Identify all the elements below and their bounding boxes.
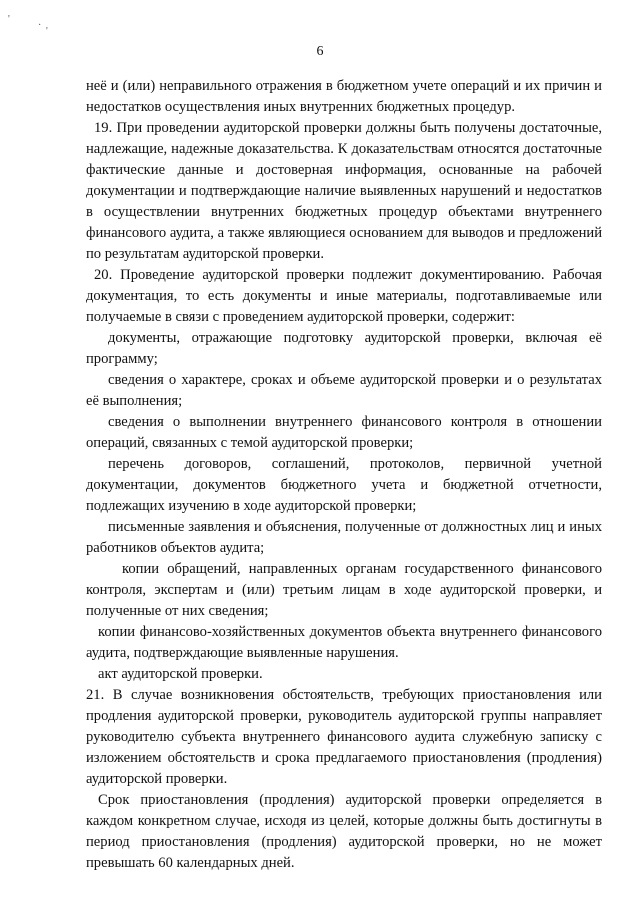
scan-mark: ' — [8, 14, 10, 25]
list-item: копии обращений, направленных органам государственного финансового контроля, экспертам и (или) третьим лицам в ходе аудиторской проверки, и полученные от них сведения; — [86, 561, 602, 619]
paragraph-20: 20. Проведение аудиторской проверки подлежит документированию. Рабочая документация, то есть документы и иные материалы, подготавливаемые или получаемые в связи с проведением аудиторской проверки, содержит: — [86, 267, 602, 325]
list-item: перечень договоров, соглашений, протоколов, первичной учетной документации, документов бюджетного учета и бюджетной отчетности, подлежащих изучению в ходе аудиторской проверки; — [86, 456, 602, 514]
list-item: письменные заявления и объяснения, полученные от должностных лиц и иных работников объектов аудита; — [86, 519, 602, 556]
scan-mark: · — [38, 20, 42, 31]
paragraph: Срок приостановления (продления) аудиторской проверки определяется в каждом конкретном случае, исходя из целей, которые должны быть достигнуты в период приостановления (продления) аудиторской проверки, но не может превышать 60 календарных дней. — [86, 792, 602, 871]
document-body — [86, 76, 602, 874]
list-item: акт аудиторской проверки. — [98, 666, 263, 682]
page-number: 6 — [316, 44, 324, 59]
list-item: сведения о выполнении внутреннего финансового контроля в отношении операций, связанных с темой аудиторской проверки; — [86, 414, 602, 451]
scan-mark: ' — [46, 26, 48, 37]
paragraph-19: 19. При проведении аудиторской проверки должны быть получены достаточные, надлежащие, надежные доказательства. К доказательствам относятся достаточные фактические данные и достоверная информация, основанные на рабочей документации и подтверждающие наличие выявленных нарушений и недостатков в осуществлении внутренних бюджетных процедур объектами внутреннего финансового аудита, а также являющиеся основанием для выводов и предложений по результатам аудиторской проверки. — [86, 120, 602, 262]
list-item: сведения о характере, сроках и объеме аудиторской проверки и о результатах её выполнения; — [86, 372, 602, 409]
list-item: документы, отражающие подготовку аудиторской проверки, включая её программу; — [86, 330, 602, 367]
paragraph: неё и (или) неправильного отражения в бюджетном учете операций и их причин и недостатков осуществления иных внутренних бюджетных процедур. — [86, 78, 602, 115]
list-item: копии финансово-хозяйственных документов объекта внутреннего финансового аудита, подтверждающие выявленные нарушения. — [86, 624, 602, 661]
paragraph-21: 21. В случае возникновения обстоятельств, требующих приостановления или продления аудиторской проверки, руководитель аудиторской группы направляет руководителю субъекта внутреннего финансового аудита служебную записку с изложением обстоятельств и срока предлагаемого приостановления (продления) аудиторской проверки. — [86, 687, 602, 787]
